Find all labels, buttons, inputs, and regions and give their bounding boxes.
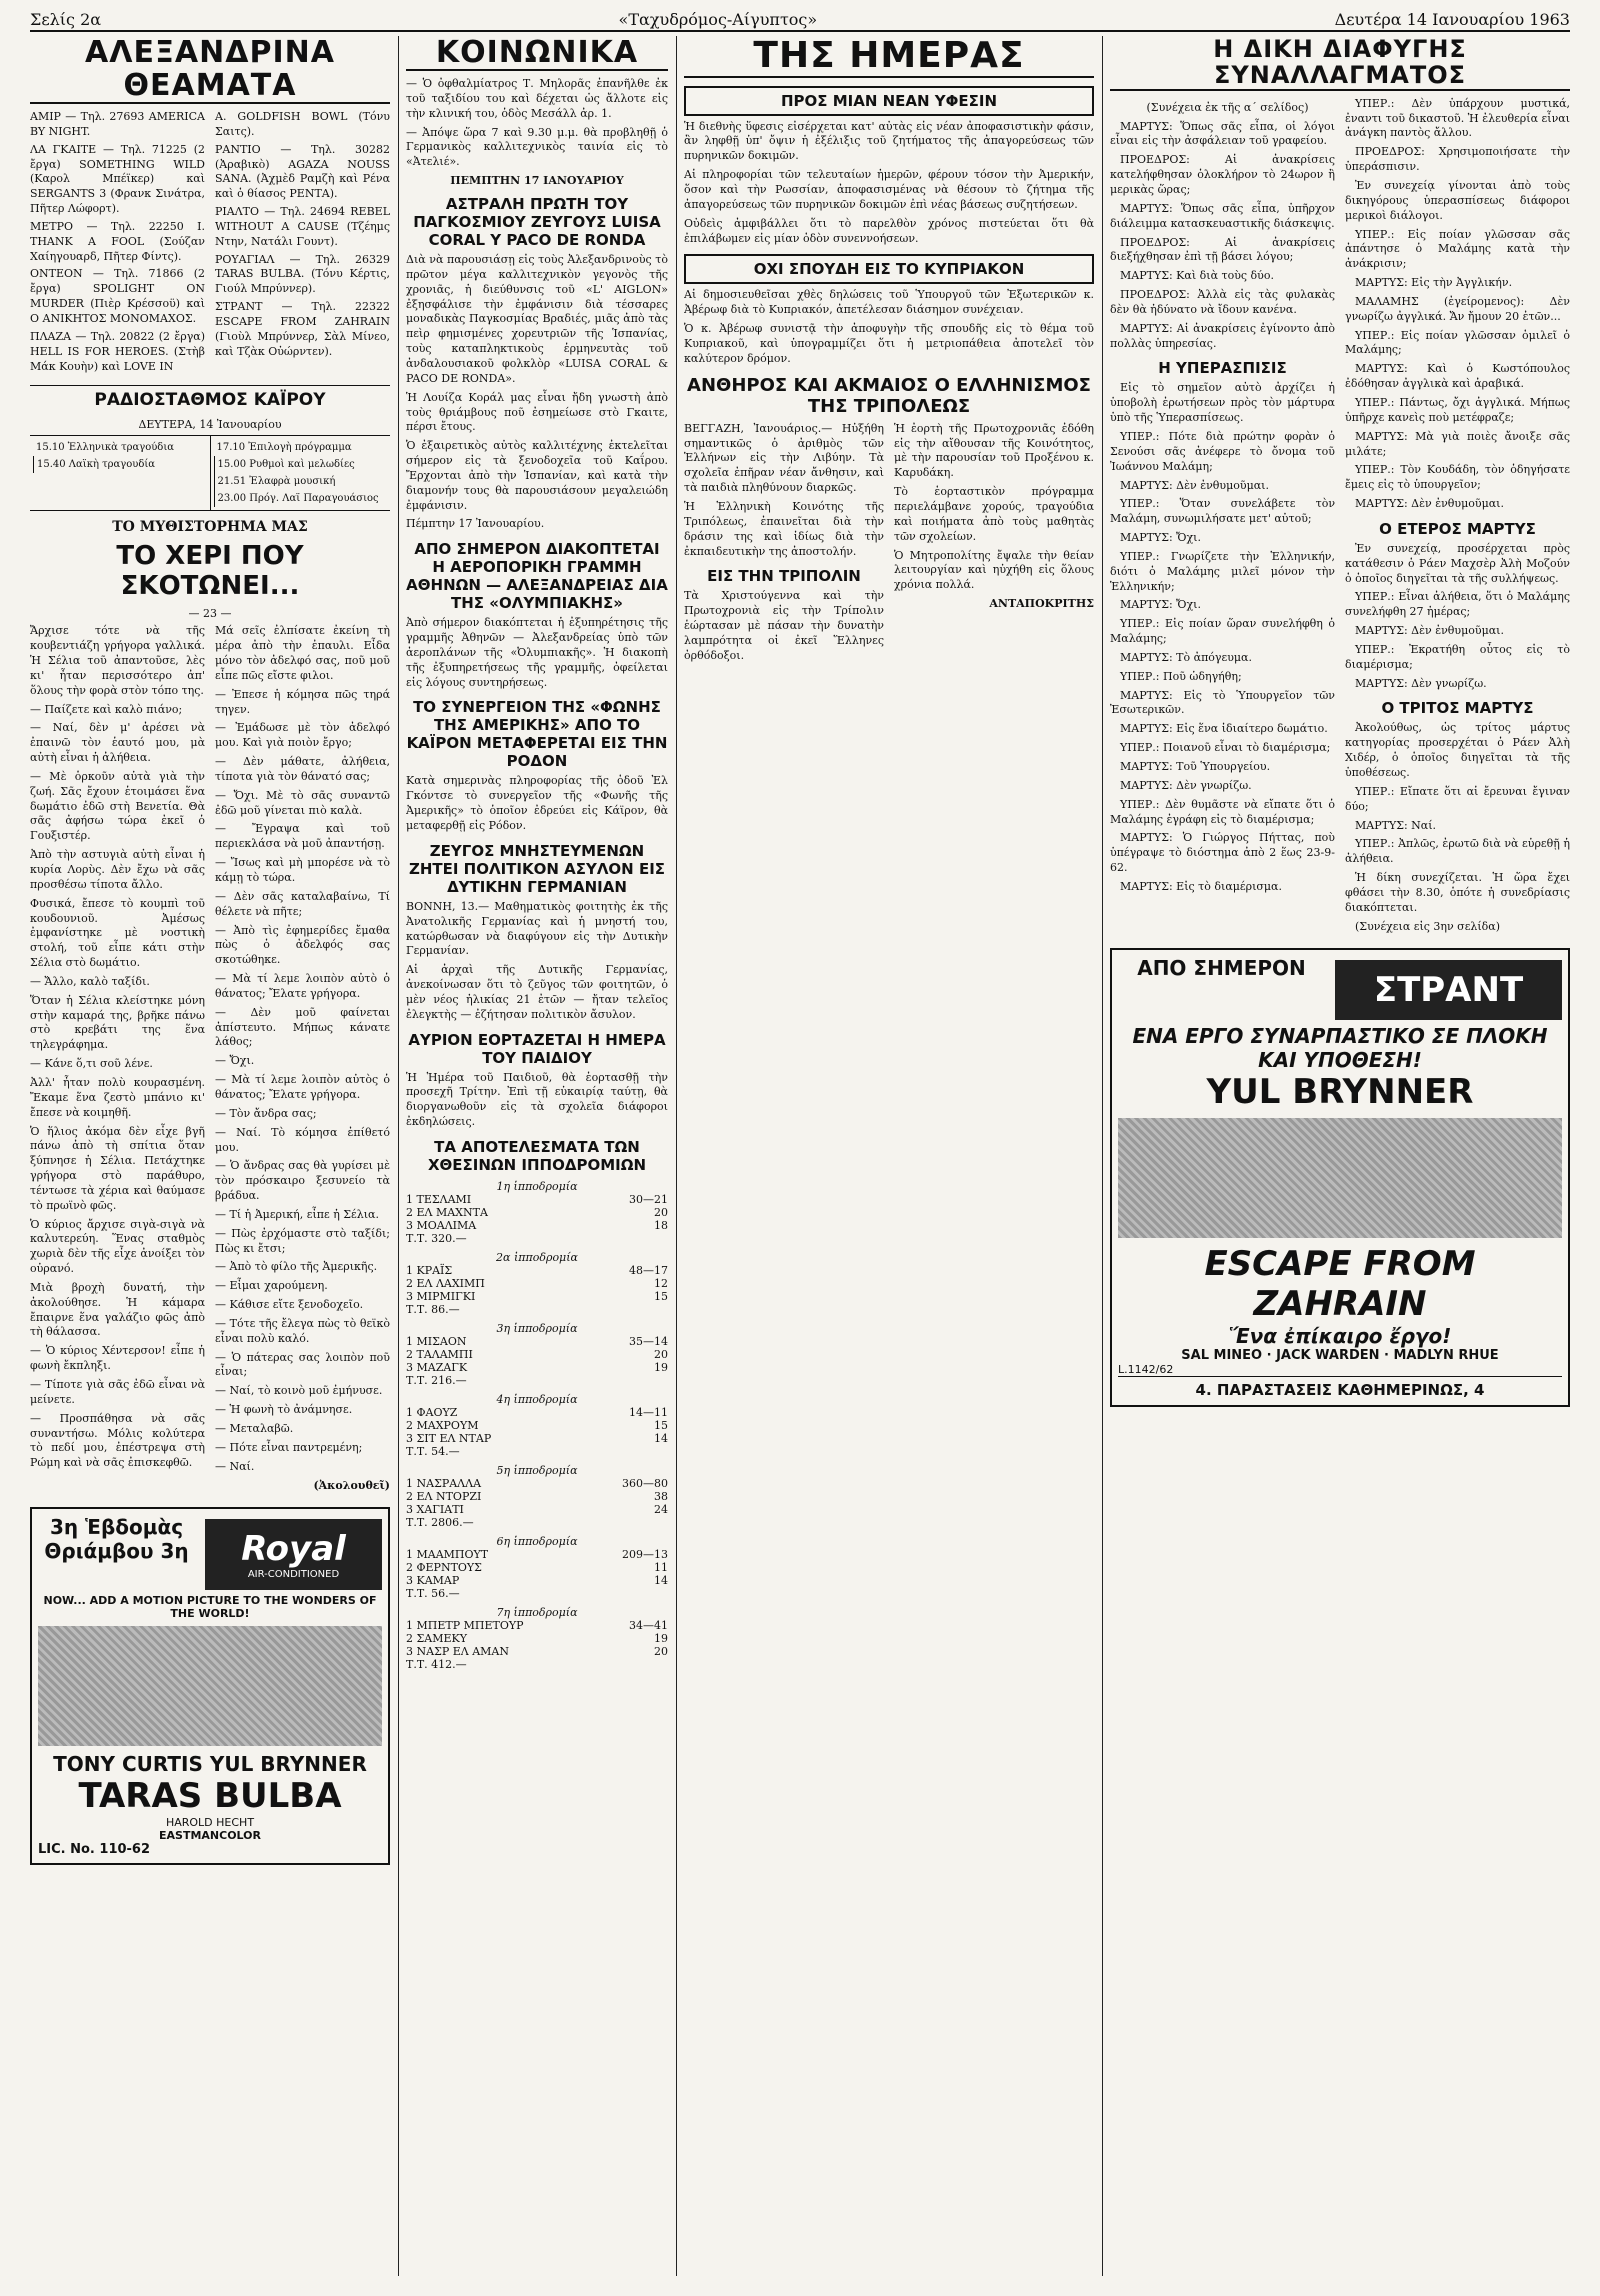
- novel-paragraph: Ἄρχισε τότε νὰ τῆς κουβεντιάζη γρήγορα γαλλικά. Ἡ Σέλια τοῦ ἀπαντοῦσε, λὲς κι' ἦταν περισσότερο ἀπ' ὅλους τὴν φορὰ στὸν τόπο της.: [30, 624, 205, 697]
- royal-ad-stars: TONY CURTIS YUL BRYNNER: [53, 1752, 367, 1777]
- transcript-line: ΥΠΕΡ.: Εἴπατε ὅτι αἱ ἔρευναι ἔγιναν δύο;: [1345, 784, 1570, 813]
- novel-paragraph: — Μεταλαβῶ.: [215, 1422, 294, 1435]
- novel-paragraph: — Ὁ πάτερας σας λοιπὸν ποῦ εἶναι;: [215, 1350, 390, 1379]
- article-paragraph: ΒΟΝΝΗ, 13.— Μαθηματικὸς φοιτητὴς ἐκ τῆς Ἀνατολικῆς Γερμανίας καὶ ἡ μνηστή του, κατώρθωσαν νὰ διαφύγουν εἰς τὴν Δυτικὴν Γερμανίαν.: [406, 899, 668, 958]
- race-result-row: [406, 1348, 668, 1361]
- horse-name: Τ.Τ. 412.—: [406, 1657, 467, 1671]
- novel-paragraph: — Πότε εἶναι παντρεμένη;: [215, 1440, 363, 1454]
- radio-schedule-right: [210, 436, 391, 510]
- headline: ΑΣΤΡΑΛΗ ΠΡΩΤΗ ΤΟΥ ΠΑΓΚΟΣΜΙΟΥ ΖΕΥΓΟΥΣ LUISA CORAL Y PACO DE RONDA: [413, 195, 661, 250]
- horse-odds: 15: [654, 1289, 668, 1303]
- transcript-line: ΜΑΡΤΥΣ: Δὲν γνωρίζω.: [1355, 676, 1487, 690]
- horse-name: 1 ΦΑΟΥΖ: [406, 1405, 458, 1419]
- novel-paragraph: — Ἐμάδωσε μὲ τὸν ἀδελφό μου. Καὶ γιὰ ποιὸν ἔργο;: [215, 721, 390, 750]
- royal-ad-banner: NOW... ADD A MOTION PICTURE TO THE WONDERS OF THE WORLD!: [43, 1594, 377, 1621]
- article-paragraph: Ἡ Ἡμέρα τοῦ Παιδιοῦ, θὰ ἑορτασθῇ τὴν προσεχῆ Τρίτην. Ἐπὶ τῇ εὐκαιρίᾳ ταύτῃ, θὰ διοργανωθοῦν εἰς τὰ σχολεῖα διάφοροι ἐκδηλώσεις.: [406, 1070, 668, 1129]
- horse-name: 1 ΚΡΑΪΣ: [406, 1263, 453, 1277]
- horse-name: 2 ΤΑΛΑΜΠΙ: [406, 1347, 473, 1361]
- race-result-row: [406, 1632, 668, 1645]
- transcript-line: ΜΑΡΤΥΣ: Εἰς τὸ Ὑπουργεῖον τῶν Ἐσωτερικῶν.: [1110, 688, 1335, 717]
- novel-paragraph: — Ναί, τὸ κοινὸ μοῦ ἐμήνυσε.: [215, 1384, 383, 1398]
- transcript-line: ΜΑΡΤΥΣ: Δὲν ἐνθυμοῦμαι.: [1120, 478, 1269, 492]
- headline: ΤΑ ΑΠΟΤΕΛΕΣΜΑΤΑ ΤΩΝ ΧΘΕΣΙΝΩΝ ΙΠΠΟΔΡΟΜΙΩΝ: [427, 1137, 647, 1174]
- newspaper-name: «Ταχυδρόμος-Αίγυπτος»: [618, 9, 818, 29]
- novel-body: [30, 624, 390, 1497]
- race-result-row: [406, 1445, 668, 1458]
- headline: ΖΕΥΓΟΣ ΜΝΗΣΤΕΥΜΕΝΩΝ ΖΗΤΕΙ ΠΟΛΙΤΙΚΟΝ ΑΣΥΛΟΝ ΕΙΣ ΔΥΤΙΚΗΝ ΓΕΡΜΑΝΙΑΝ: [408, 841, 666, 896]
- article-paragraph: ΒΕΓΓΑΖΗ, Ἰανουάριος.— Ηὐξήθη σημαντικῶς ὁ ἀριθμὸς τῶν Ἑλλήνων εἰς τὴν Λιβύην. Τὰ σχολεῖα ἐπῆραν νέαν ἄνθησιν, καὶ τὰ παιδιὰ πληθύνουν διαρκῶς.: [684, 421, 884, 495]
- novel-paragraph: — Ἐπεσε ἡ κόμησα πῶς τηρά τηγεν.: [215, 687, 390, 716]
- novel-text-right: [215, 624, 390, 1497]
- novel-paragraph: — Ναί. Τὸ κόμησα ἐπίθετό μου.: [215, 1125, 390, 1154]
- race-result-row: [406, 1335, 668, 1348]
- novel-paragraph: — Ἀπὸ τὸ φίλο τῆς Ἀμερικῆς.: [215, 1260, 378, 1274]
- masthead: [30, 8, 1570, 32]
- transcript-line: (Συνέχεια εἰς 3ην σελίδα): [1355, 919, 1501, 933]
- horse-odds: 20: [654, 1347, 668, 1361]
- social-note: — Ὁ ὀφθαλμίατρος Τ. Μηλορᾶς ἐπανῆλθε ἐκ τοῦ ταξιδίου του καὶ δέχεται ὡς ἄλλοτε εἰς τὴν κλινική του, ὁδὸς Μεσάλλ ἀρ. 1.: [406, 77, 668, 120]
- transcript-line: ΥΠΕΡ.: Τὸν Κουδάδη, τὸν ὁδηγήσατε ἔμεις εἰς τὸ ὑπουργεῖον;: [1345, 463, 1570, 492]
- headline: ΑΝΘΗΡΟΣ ΚΑΙ ΑΚΜΑΙΟΣ Ο ΕΛΛΗΝΙΣΜΟΣ ΤΗΣ ΤΡΙΠΟΛΕΩΣ: [687, 374, 1091, 418]
- horse-odds: 35—14: [629, 1334, 668, 1348]
- radio-schedule-left: [30, 436, 210, 510]
- radio-slot: 21.51 Ἐλαφρὰ μουσική: [214, 473, 388, 490]
- transcript-line: ΜΑΡΤΥΣ: Ὄχι.: [1120, 598, 1201, 612]
- listing-item: ΑΜΙΡ — Τηλ. 27693 AMERICA BY NIGHT.: [30, 110, 205, 138]
- strand-ad-licence: L.1142/62: [1118, 1363, 1174, 1377]
- horse-odds: 12: [654, 1276, 668, 1290]
- article-paragraph: Διὰ νὰ παρουσιάσῃ εἰς τοὺς Ἀλεξανδρινοὺς τὸ πρῶτον μέγα καλλιτεχνικὸν γεγονὸς τῆς χρονιᾶς, ἡ διεύθυνσις τοῦ «L' AIGLON» ἐξησφάλισε τὴν ἐμφάνισιν διὰ τέσσαρες μοναδικὰς Παγκοσμίας Βραδιές, μιᾶς ἀπὸ τὰς πεὶρ φημισμένες χορευτριῶν τῆς Ἱσπανίας, τοὺς καταπληκτικοὺς ἑρμηνευτὰς τοῦ ἀνδαλουσιακοῦ φολκλὸρ «LUISA CORAL & PACO DE RONDA».: [406, 253, 668, 385]
- race-result-row: [406, 1658, 668, 1671]
- transcript-line: Ἐν συνεχείᾳ, προσέρχεται πρὸς κατάθεσιν ὁ Ράεν Μαχσὲρ Ἀλὴ Μοζούν ὁ ὁποῖος διηγεῖται τὰ τῆς συλλήψεως.: [1345, 541, 1570, 585]
- race-result-row: [406, 1619, 668, 1632]
- listing-item: ΠΛΑΖΑ — Τηλ. 20822 (2 ἔργα) HELL IS FOR HEROES. (Στὴβ Μάκ Κουὴν) καὶ LOVE IN: [30, 329, 205, 373]
- horse-name: 3 ΜΑΖΑΓΚ: [406, 1360, 468, 1374]
- race-result-row: [406, 1432, 668, 1445]
- horse-odds: 15: [654, 1418, 668, 1432]
- headline: ΤΟ ΣΥΝΕΡΓΕΙΟΝ ΤΗΣ «ΦΩΝΗΣ ΤΗΣ ΑΜΕΡΙΚΗΣ» ΑΠΟ ΤΟ ΚΑΪΡΟΝ ΜΕΤΑΦΕΡΕΤΑΙ ΕΙΣ ΤΗΝ ΡΟΔΟΝ: [406, 698, 668, 771]
- race-heading: 4η ἱπποδρομία: [496, 1392, 578, 1406]
- royal-ad-color: EASTMANCOLOR: [159, 1829, 261, 1843]
- article-paragraph: Τὰ Χριστούγεννα καὶ τὴν Πρωτοχρονιὰ εἰς τὴν Τρίπολιν ἑώρτασαν μὲ πάσαν τὴν δυνατὴν λαμπρότητα οἱ ἐκεῖ Ἕλληνες ὀρθόδοξοι.: [684, 589, 884, 662]
- column-rule: [398, 36, 399, 2276]
- horse-odds: 209—13: [622, 1547, 668, 1561]
- transcript-line: ΜΑΡΤΥΣ: Ναί.: [1355, 818, 1437, 832]
- transcript-line: ΥΠΕΡ.: Δὲν ὑπάρχουν μυστικά, ἐναντι τοῦ δικαστοῦ. Ἡ ἐλευθερία εἶναι ἀνάγκη παντὸς ἄλλου.: [1345, 96, 1570, 140]
- strand-cinema-ad: [1110, 948, 1570, 1407]
- novel-paragraph: — Ἴσως καὶ μὴ μπορέσε νὰ τὸ κάμῃ τὸ τώρα.: [215, 856, 390, 884]
- royal-cinema-ad: [30, 1507, 390, 1865]
- transcript-line: Ἐν συνεχείᾳ γίνονται ἀπὸ τοὺς δικηγόρους ὑπερασπίσεως διάφοροι μερικοὶ διάλογοι.: [1345, 179, 1570, 222]
- issue-date: Δευτέρα 14 Ιανουαρίου 1963: [1334, 9, 1570, 29]
- subheading: Ο ΤΡΙΤΟΣ ΜΑΡΤΥΣ: [1381, 699, 1534, 718]
- novel-paragraph: — Δὲν μοῦ φαίνεται ἀπίστευτο. Μήπως κάνατε λάθος;: [215, 1005, 390, 1049]
- radio-slot: 15.10 Ἑλληνικὰ τραγούδια: [36, 442, 175, 454]
- continuation-note: (Συνέχεια ἐκ τῆς α΄ σελίδος): [1146, 100, 1309, 114]
- novel-paragraph: Μιὰ βροχὴ δυνατή, τὴν ἀκολούθησε. Ἡ κάμαρα ἔπαιρνε ἕνα γαλάζιο φῶς ἀπὸ τὴ θάλασσα.: [30, 1280, 205, 1339]
- royal-ad-header: [38, 1515, 382, 1594]
- royal-ad-producer: HAROLD HECHT: [165, 1816, 255, 1830]
- radio-slot: 15.00 Ρυθμοὶ καὶ μελωδίες: [214, 456, 388, 473]
- novel-paragraph: Μά σεῖς ἐλπίσατε ἐκείνη τὴ μέρα ἀπὸ τὴν ἐπαυλι. Εἶδα μόνο τὸν ἀδελφό σας, ποῦ μοῦ εἶπε πῶς εἴστε φιλοι.: [215, 624, 390, 682]
- horse-name: 3 ΧΑΓΙΑΤΙ: [406, 1502, 464, 1516]
- transcript-line: ΥΠΕΡ.: Πάντως, ὄχι ἀγγλικά. Μήπως ὑπῆρχε κανεὶς ποὺ μετέφραζε;: [1345, 395, 1570, 424]
- horse-odds: 18: [654, 1218, 668, 1232]
- headline: ΟΧΙ ΣΠΟΥΔΗ ΕΙΣ ΤΟ ΚΥΠΡΙΑΚΟΝ: [684, 254, 1094, 284]
- horse-odds: 34—41: [629, 1618, 668, 1632]
- novel-paragraph: — Κάνε ὅ,τι σοῦ λένε.: [30, 1057, 153, 1071]
- transcript-line: ΜΑΡΤΥΣ: Καὶ ὁ Κωστόπουλος ἐδόθησαν ἀγγλικὰ καὶ ἀραβικά.: [1345, 362, 1570, 391]
- transcript-line: Ἡ δίκη συνεχίζεται. Ἡ ὥρα ἔχει φθάσει τὴν 8.30, ὁπότε ἡ συνεδρίασις διακόπτεται.: [1345, 871, 1570, 914]
- listing-item: ΟΝΤΕΟΝ — Τηλ. 71866 (2 ἔργα) SPOLIGHT ON MURDER (Πιὲρ Κρέσσοϋ) καὶ Ο ΑΝΙΚΗΤΟΣ ΜΟΝΟΜΑΧΟΣ.: [30, 267, 205, 325]
- novel-kicker: ΤΟ ΜΥΘΙΣΤΟΡΗΜΑ ΜΑΣ: [112, 519, 308, 536]
- strand-ad-cast: SAL MINEO · JACK WARDEN · MADLYN RHUE: [1181, 1348, 1499, 1364]
- novel-paragraph: — Ναί.: [215, 1459, 255, 1473]
- trial-transcript: [1110, 97, 1570, 939]
- transcript-line: ΥΠΕΡ.: Πότε διὰ πρώτην φορὰν ὁ Σενούσι σᾶς ἀνέφερε τὸ ὄνομα τοῦ Ἰωάννου Μαλάμη;: [1110, 429, 1335, 473]
- transcript-col-left: [1110, 97, 1335, 939]
- article-paragraph: Κατὰ σημερινὰς πληροφορίας τῆς ὁδοῦ Ἐλ Γκόντσε τὸ συνεργεῖον τῆς «Φωνῆς τῆς Ἀμερικῆς» τὸ ὁποῖον ἐδρεύει εἰς Κάϊρον, θὰ μεταφερθῇ εἰς Ρόδον.: [406, 774, 668, 832]
- race-result-row: [406, 1264, 668, 1277]
- radio-date: ΔΕΥΤΕΡΑ, 14 Ἰανουαρίου: [138, 418, 282, 432]
- novel-paragraph: — Τὸν ἄνδρα σας;: [215, 1106, 317, 1120]
- novel-paragraph: Φυσικά, ἔπεσε τὸ κουμπὶ τοῦ κουδουνιοῦ. Ἀμέσως ἐμφανίστηκε μὲ νοστικὴ στολή, τοῦ εἶπε κάτι στὴν Σέλια στὸ δωμάτιο.: [30, 896, 205, 970]
- strand-ad-tagline: ΕΝΑ ΕΡΓΟ ΣΥΝΑΡΠΑΣΤΙΚΟ ΣΕ ΠΛΟΚΗ ΚΑΙ ΥΠΟΘΕΣΗ!: [1132, 1024, 1548, 1073]
- novel-paragraph: — Ὄχι.: [215, 1054, 255, 1068]
- strand-ad-star: YUL BRYNNER: [1206, 1072, 1474, 1113]
- race-result-row: [406, 1574, 668, 1587]
- novel-paragraph: — Κάθισε εἴτε ξενοδοχεῖο.: [215, 1298, 364, 1312]
- horse-name: Τ.Τ. 54.—: [406, 1444, 460, 1458]
- novel-paragraph: — Ὄχι. Μὲ τὸ σᾶς συναντῶ ἐδῶ μοῦ γίνεται πιὸ καλὰ.: [215, 788, 390, 817]
- novel-paragraph: — Ὁ ἄνδρας σας θὰ γυρίσει μὲ τὸν πρόσκαιρο ξεσυνείο τὰ βράδυα.: [215, 1159, 390, 1203]
- race-result-row: [406, 1277, 668, 1290]
- transcript-line: ΥΠΕΡ.: Εἶναι ἀλήθεια, ὅτι ὁ Μαλάμης συνελήφθη 27 ἡμέρας;: [1345, 590, 1570, 619]
- novel-paragraph: — Εἶμαι χαρούμενη.: [215, 1279, 328, 1293]
- listing-item: ΣΤΡΑΝΤ — Τηλ. 22322 ESCAPE FROM ZAHRAIN (Γιοὺλ Μπρύννερ, Σὰλ Μίνεο, καὶ Τζὰκ Οὐώρντεν).: [215, 300, 390, 358]
- page-number: Σελίς 2α: [30, 9, 102, 29]
- novel-paragraph: — Μὲ ὁρκοῦν αὐτὰ γιὰ τὴν ζωή. Σᾶς ἔχουν ἑτοιμάσει ἕνα δωμάτιο ἐδῶ στὴ Βενετία. Θὰ σᾶς ἀφήσω τώρα ἐκεῖ ὁ Γουξιστέρ.: [30, 769, 205, 843]
- race-result-row: [406, 1503, 668, 1516]
- date-heading: ΠΕΜΠΤΗΝ 17 ΙΑΝΟΥΑΡΙΟΥ: [450, 174, 624, 188]
- listings-right: [215, 110, 390, 377]
- novel-paragraph: — Ἄλλο, καλὸ ταξίδι.: [30, 974, 150, 988]
- novel-paragraph: Ὁ κύριος ἄρχισε σιγὰ-σιγὰ νὰ καλυτερεύη. Ἕνας σταθμὸς χωριὰ δὲν τῆς εἶχε ἀνοίξει τὸν οὐρανό.: [30, 1217, 205, 1276]
- novel-paragraph: — Μὰ τί λεμε λοιπὸν αὐτὸς ὁ θάνατος; Ἔλατε γρήγορα.: [215, 1073, 390, 1101]
- royal-ad-week: 3η Ἑβδομὰς Θριάμβου 3η: [44, 1515, 189, 1564]
- novel-text-left: [30, 624, 205, 1497]
- horse-name: 2 ΣΑΜΕΚΥ: [406, 1631, 467, 1645]
- novel-paragraph: — Δὲν σᾶς καταλαβαίνω, Τί θέλετε νὰ πῆτε;: [215, 889, 390, 918]
- horse-name: 3 ΜΙΡΜΙΓΚΙ: [406, 1289, 476, 1303]
- race-result-row: [406, 1303, 668, 1316]
- race-result-row: [406, 1477, 668, 1490]
- novel-paragraph: — Πὼς ἐρχόμαστε στὸ ταξίδι; Πὼς κι ἔτσι;: [215, 1226, 390, 1255]
- radio-schedule: [30, 435, 390, 510]
- cinema-listings: [30, 110, 390, 377]
- novel-continued: (Ἀκολουθεῖ): [313, 1478, 390, 1492]
- column-social: [406, 36, 668, 2276]
- article-paragraph: Ὁ Μητροπολίτης ἔψαλε τὴν θείαν λειτουργίαν καὶ ηὐχήθη εἰς ὅλους χρόνια πολλά.: [894, 548, 1094, 592]
- race-result-row: [406, 1645, 668, 1658]
- transcript-line: ΥΠΕΡ.: Δὲν θυμᾶστε νὰ εἴπατε ὅτι ὁ Μαλάμης ἐγράφη εἰς τὸ διαμέρισμα;: [1110, 797, 1335, 826]
- headline: ΑΠΟ ΣΗΜΕΡΟΝ ΔΙΑΚΟΠΤΕΤΑΙ Η ΑΕΡΟΠΟΡΙΚΗ ΓΡΑΜΜΗ ΑΘΗΝΩΝ — ΑΛΕΞΑΝΔΡΕΙΑΣ ΔΙΑ ΤΗΣ «ΟΛΥΜΠΙΑΚΗΣ»: [406, 540, 668, 613]
- horse-name: 1 ΜΑΑΜΠΟΥΤ: [406, 1547, 489, 1561]
- race-heading: 3η ἱπποδρομία: [496, 1321, 578, 1335]
- listing-item: ΡΙΑΛΤΟ — Τηλ. 24694 REBEL WITHOUT A CAUSE (Τζέημς Ντην, Νατάλι Γουντ).: [215, 205, 390, 248]
- race-result-row: [406, 1548, 668, 1561]
- novel-paragraph: Ἀλλ' ἦταν πολὺ κουρασμένη. Ἔκαμε ἕνα ζεστὸ μπάνιο κι' ἔπεσε νὰ κοιμηθῆ.: [30, 1075, 205, 1119]
- listing-item: ΡΟΥΑΓΙΑΛ — Τηλ. 26329 TARAS BULBA. (Τόνυ Κέρτις, Γιούλ Μπρύννερ).: [215, 252, 390, 296]
- race-heading: 5η ἱπποδρομία: [496, 1463, 578, 1477]
- royal-logo-sub: AIR-CONDITIONED: [247, 1569, 340, 1581]
- strand-ad-header: [1118, 956, 1562, 1024]
- race-result-row: [406, 1406, 668, 1419]
- race-heading: 7η ἱπποδρομία: [496, 1605, 578, 1619]
- horse-name: 3 ΚΑΜΑΡ: [406, 1573, 460, 1587]
- radio-slot: 15.40 Λαϊκὴ τραγουδία: [33, 456, 207, 473]
- novel-paragraph: — Τί ἡ Ἀμερική, εἶπε ἡ Σέλια.: [215, 1207, 379, 1221]
- horse-odds: 14—11: [629, 1405, 668, 1419]
- novel-paragraph: Ἀπὸ τὴν αστυγιὰ αὐτὴ εἶναι ἡ κυρία Λορὺς. Δὲν ἔχω νὰ σᾶς προσθέσω τίποτα ἄλλο.: [30, 848, 205, 891]
- transcript-line: ΜΑΡΤΥΣ: Τοῦ Ὑπουργείου.: [1120, 760, 1271, 773]
- novel-paragraph: — Ἡ φωνὴ τὸ ἀνάμνησε.: [215, 1403, 353, 1417]
- headline: ΑΥΡΙΟΝ ΕΟΡΤΑΖΕΤΑΙ Η ΗΜΕΡΑ ΤΟΥ ΠΑΙΔΙΟΥ: [408, 1030, 666, 1067]
- article-paragraph: Αἱ ἀρχαὶ τῆς Δυτικῆς Γερμανίας, ἀνεκοίνωσαν ὅτι τὸ ζεῦγος τῶν φοιτητῶν, ὁ μὲν νέος ἡλικίας 21 ἐτῶν — ἤταν τελεῖος ἐλεγκτὴς — ἐζήτησαν πολιτικὸν ἄσυλον.: [406, 963, 668, 1021]
- novel-paragraph: — Παίζετε καὶ καλὸ πιάνο;: [30, 702, 183, 716]
- strand-ad-logo: ΣΤΡΑΝΤ: [1335, 960, 1562, 1020]
- listing-item: ΜΕΤΡΟ — Τηλ. 22250 I. THANK A FOOL (Σούζαν Χαίηγουαρδ, Πῆτερ Φίντς).: [30, 219, 205, 263]
- horse-name: 2 ΦΕΡΝΤΟΥΣ: [406, 1560, 482, 1574]
- listings-left: [30, 110, 205, 377]
- article-paragraph: Ὁ κ. Ἀβέρωφ συνιστᾷ τὴν ἀποφυγὴν τῆς σπουδῆς εἰς τὸ θέμα τοῦ Κυπριακοῦ, καὶ ὑπογραμμίζει ὅτι ἡ μετριοπάθεια ἀποτελεῖ τὸν καλύτερον δρόμον.: [684, 322, 1094, 365]
- race-result-row: [406, 1374, 668, 1387]
- article-col: [684, 422, 884, 668]
- transcript-line: ΥΠΕΡ.: Ποῦ ὡδηγήθη;: [1120, 669, 1242, 683]
- transcript-line: ΜΑΡΤΥΣ: Δὲν ἐνθυμοῦμαι.: [1355, 624, 1504, 638]
- transcript-line: ΥΠΕΡ.: Ἐκρατήθη οὗτος εἰς τὸ διαμέρισμα;: [1345, 642, 1570, 671]
- horse-odds: 48—17: [629, 1263, 668, 1277]
- transcript-line: ΠΡΟΕΔΡΟΣ: Χρησιμοποιήσατε τὴν ὑπεράσπισιν.: [1345, 145, 1570, 174]
- horse-name: 1 ΝΑΣΡΑΛΛΑ: [406, 1476, 482, 1490]
- royal-ad-logo: [205, 1519, 382, 1590]
- column-entertainment: [30, 36, 390, 2276]
- horse-name: Τ.Τ. 86.—: [406, 1302, 460, 1316]
- column-day: [684, 36, 1094, 2276]
- transcript-line: ΠΡΟΕΔΡΟΣ: Αἱ ἀνακρίσεις διεξήχθησαν ἐπὶ τῇ βάσει λόγου;: [1110, 235, 1335, 264]
- article-paragraph: Ἡ Ἑλληνικὴ Κοινότης τῆς Τριπόλεως, ἐπαινεῖται διὰ τὴν δράσιν της καὶ ἰδίως διὰ τὴν ἐκπαιδευτικὴν της ἀποστολήν.: [684, 499, 884, 558]
- horse-odds: 20: [654, 1644, 668, 1658]
- strand-ad-film: ESCAPE FROM ZAHRAIN: [1204, 1244, 1476, 1325]
- byline: ΑΝΤΑΠΟΚΡΙΤΗΣ: [989, 597, 1094, 611]
- horse-name: 2 ΕΛ ΝΤΟΡΖΙ: [406, 1489, 482, 1503]
- horse-name: Τ.Τ. 2806.—: [406, 1515, 474, 1529]
- horse-name: 2 ΕΛ ΛΑΧΙΜΠ: [406, 1276, 485, 1290]
- novel-paragraph: — Μὰ τί λεμε λοιπὸν αὐτὸ ὁ θάνατος; Ἔλατε γρήγορα.: [215, 972, 390, 1000]
- race-result-row: [406, 1587, 668, 1600]
- royal-logo-text: Royal: [241, 1529, 346, 1570]
- horse-name: Τ.Τ. 216.—: [406, 1373, 467, 1387]
- article-paragraph: Αἱ πληροφορίαι τῶν τελευταίων ἡμερῶν, φέρουν τόσον τὴν Ἀμερικήν, ὅσον καὶ τὴν Ρωσσίαν, ἀποφασισμένας νὰ θέσουν τὸ ζήτημα τῆς ἀπαγορεύσεως τῶν πυρηνικῶν δοκιμῶν ἐπὶ νέας βάσεως συζητήσεων.: [684, 168, 1094, 211]
- section-title-trial: Η ΔΙΚΗ ΔΙΑΦΥΓΗΣ ΣΥΝΑΛΛΑΓΜΑΤΟΣ: [1110, 36, 1570, 91]
- column-rule: [1102, 36, 1103, 2276]
- article-paragraph: Αἱ δημοσιευθεῖσαι χθὲς δηλώσεις τοῦ Ὑπουργοῦ τῶν Ἐξωτερικῶν κ. Ἀβέρωφ διὰ τὸ Κυπριακόν, ἀπετέλεσαν διάσημον συνέχειαν.: [684, 288, 1094, 317]
- horse-name: 2 ΕΛ ΜΑΧΝΤΑ: [406, 1205, 488, 1219]
- transcript-line: ΥΠΕΡ.: Εἰς ποίαν ὥραν συνελήφθη ὁ Μαλάμης;: [1110, 617, 1335, 646]
- article-paragraph: Ἀπὸ σήμερον διακόπτεται ἡ ἐξυπηρέτησις τῆς γραμμῆς Ἀθηνῶν — Ἀλεξανδρείας ὑπὸ τῶν ἀεροπλάνων τῆς «Ὀλυμπιακῆς». Ἡ διακοπὴ τῆς ἐξυπηρετήσεως τῆς γραμμῆς, ὀφείλεται εἰς λόγους συντηρήσεως.: [406, 616, 668, 689]
- section-title-day: ΤΗΣ ΗΜΕΡΑΣ: [684, 36, 1094, 78]
- horse-name: 1 ΜΙΣΑΟΝ: [406, 1334, 467, 1348]
- horse-odds: 14: [654, 1573, 668, 1587]
- horse-odds: 11: [654, 1560, 668, 1574]
- transcript-line: ΥΠΕΡ.: Ὅταν συνελάβετε τὸν Μαλάμη, συνωμιλήσατε μετ' αὐτοῦ;: [1110, 497, 1335, 526]
- novel-paragraph: — Προσπάθησα νὰ σᾶς συναντήσω. Μόλις κολύτερα τὸ πεδί μου, ἐπέστρεψα στὴ Ρώμη καὶ νὰ σᾶς ἐπισκεφθῶ.: [30, 1411, 205, 1470]
- race-results: [406, 1180, 668, 1671]
- transcript-line: ΜΑΡΤΥΣ: Δὲν ἐνθυμοῦμαι.: [1355, 497, 1504, 511]
- article-paragraph: Ἡ διεθνὴς ὕφεσις εἰσέρχεται κατ' αὐτὰς εἰς νέαν ἀποφασιστικὴν φάσιν, ἂν ληφθῇ ὑπ' ὄψιν ἡ ἐξέλιξις τοῦ ζητήματος τῆς ἀπαγορεύσεως τῶν πυρηνικῶν δοκιμῶν.: [684, 119, 1094, 163]
- race-heading: 1η ἱπποδρομία: [496, 1179, 578, 1193]
- race-result-row: [406, 1219, 668, 1232]
- transcript-line: ΜΑΡΤΥΣ: Ὄχι.: [1120, 531, 1201, 545]
- radio-slot: 17.10 Ἐπιλογὴ πρόγραμμα: [216, 442, 352, 454]
- transcript-line: ΜΑΡΤΥΣ: Καὶ διὰ τοὺς δύο.: [1120, 269, 1274, 283]
- transcript-line: ΜΑΡΤΥΣ: Ὅπως σᾶς εἶπα, οἱ λόγοι εἶναι εἰς τὴν ἀσφάλειαν τοῦ γραφείου.: [1110, 119, 1335, 148]
- article-body: [684, 422, 1094, 668]
- section-title-theatres: ΑΛΕΞΑΝΔΡΙΝΑ ΘΕΑΜΑΤΑ: [30, 36, 390, 104]
- horse-odds: 19: [654, 1631, 668, 1645]
- column-trial: [1110, 36, 1570, 2276]
- section-title-social: ΚΟΙΝΩΝΙΚΑ: [406, 36, 668, 71]
- transcript-line: ΜΑΡΤΥΣ: Δὲν γνωρίζω.: [1120, 778, 1252, 792]
- article-paragraph: Ὁ ἐξαιρετικὸς αὐτὸς καλλιτέχνης ἐκτελεῖται σήμερον εἰς τὰ ξενοδοχεῖα τοῦ Καΐρου. Ἔρχονται ἀπὸ τὴν Ἱσπανίαν, καὶ κατὰ τὴν διαμονήν τους θὰ παρουσιάσουν μεγαλειώδη ἐμφάνισιν.: [406, 439, 668, 512]
- race-result-row: [406, 1290, 668, 1303]
- article-paragraph: Ἡ ἐορτὴ τῆς Πρωτοχρονιᾶς ἐδόθη εἰς τὴν αἴθουσαν τῆς Κοινότητος, μὲ τὴν παρουσίαν τοῦ Προξένου κ. Καρυδάκη.: [894, 421, 1094, 480]
- horse-name: 1 ΤΕΣΛΑΜΙ: [406, 1192, 472, 1206]
- listing-item: A. GOLDFISH BOWL (Τόνυ Σαιτς).: [215, 110, 390, 138]
- strand-ad-top: ΑΠΟ ΣΗΜΕΡΟΝ: [1137, 956, 1306, 981]
- horse-name: 3 ΝΑΣΡ ΕΛ ΑΜΑΝ: [406, 1644, 509, 1658]
- horse-odds: 30—21: [629, 1192, 668, 1206]
- race-result-row: [406, 1206, 668, 1219]
- novel-paragraph: — Δὲν μάθατε, ἀλήθεια, τίποτα γιὰ τὸν θάνατό σας;: [215, 755, 390, 783]
- race-result-row: [406, 1419, 668, 1432]
- transcript-line: ΜΑΡΤΥΣ: Τὸ ἀπόγευμα.: [1120, 650, 1252, 664]
- race-result-row: [406, 1516, 668, 1529]
- novel-paragraph: — Τότε τῆς ἔλεγα πὼς τὸ θεϊκὸ εἶναι πολὺ καλό.: [215, 1316, 390, 1345]
- film-still-image: [38, 1626, 382, 1746]
- novel-paragraph: — Ἀπὸ τὶς ἐφημερίδες ἔμαθα πὼς ὁ ἀδελφός σας σκοτώθηκε.: [215, 923, 390, 967]
- transcript-line: ΜΑΡΤΥΣ: Εἰς τὸ διαμέρισμα.: [1120, 879, 1282, 893]
- race-result-row: [406, 1193, 668, 1206]
- transcript-line: ΜΑΡΤΥΣ: Αἱ ἀνακρίσεις ἐγίνοντο ἀπὸ πολλὰς ὑπηρεσίας.: [1110, 321, 1335, 350]
- listing-item: ΡΑΝΤΙΟ — Τηλ. 30282 (Ἀραβικὸ) AGAZA NOUSS SANA. (Ἀχμὲδ Ραμζὴ καὶ Ρένα καὶ ὁ θίασος ΡΕΝΤΑ).: [215, 142, 390, 201]
- article-paragraph: Οὐδεὶς ἀμφιβάλλει ὅτι τὸ παρελθὸν χρόνος πιστεύεται ὅτι θὰ ἐπιλάβωμεν εἰς μίαν ὁδὸν συνεννοήσεων.: [684, 216, 1094, 245]
- horse-name: 3 ΣΙΤ ΕΛ ΝΤΑΡ: [406, 1431, 492, 1445]
- novel-paragraph: — Τίποτε γιὰ σᾶς ἐδῶ εἶναι νὰ μείνετε.: [30, 1378, 205, 1406]
- transcript-line: ΠΡΟΕΔΡΟΣ: Ἀλλὰ εἰς τὰς φυλακὰς δὲν θὰ ἠδύνατο νὰ ἴδουν κανένα.: [1110, 288, 1335, 316]
- horse-name: Τ.Τ. 56.—: [406, 1586, 460, 1600]
- transcript-col-right: [1345, 97, 1570, 939]
- horse-name: Τ.Τ. 320.—: [406, 1231, 467, 1245]
- novel-paragraph: — Ἔγραψα καὶ τοῦ περιεκλάσα νὰ μοῦ ἀπαντήσῃ.: [215, 822, 390, 851]
- race-result-row: [406, 1361, 668, 1374]
- transcript-line: ΥΠΕΡ.: Εἰς ποίαν γλῶσσαν σᾶς ἀπάντησε ὁ Μαλάμης κατὰ τὴν ἀνάκρισιν;: [1345, 227, 1570, 271]
- transcript-line: ΥΠΕΡ.: Ποιανοῦ εἶναι τὸ διαμέρισμα;: [1120, 741, 1331, 755]
- royal-ad-licence: LIC. No. 110-62: [38, 1842, 151, 1858]
- novel-part: — 23 —: [188, 607, 232, 621]
- article-paragraph: Πέμπτην 17 Ἰανουαρίου.: [406, 517, 545, 531]
- transcript-line: ΥΠΕΡ.: Γνωρίζετε τὴν Ἑλληνικήν, διότι ὁ Μαλάμης μιλεῖ μόνον τὴν Ἑλληνικήν;: [1110, 549, 1335, 593]
- radio-title: ΡΑΔΙΟΣΤΑΘΜΟΣ ΚΑΪΡΟΥ: [94, 390, 326, 411]
- transcript-line: Εἰς τὸ σημεῖον αὐτὸ ἀρχίζει ἡ ὑποβολὴ ἐρωτήσεων πρὸς τὸν μάρτυρα ὑπὸ τῆς Ὑπερασπίσεως.: [1110, 381, 1335, 425]
- subheading: Ο ΕΤΕΡΟΣ ΜΑΡΤΥΣ: [1379, 519, 1536, 538]
- radio-slot: 23.00 Πρόγ. Λαϊ Παραγουάσιος: [214, 490, 388, 507]
- horse-odds: 14: [654, 1431, 668, 1445]
- subheading: Η ΥΠΕΡΑΣΠΙΣΙΣ: [1158, 359, 1287, 378]
- listing-item: ΛΑ ΓΚΑΙΤΕ — Τηλ. 71225 (2 ἔργα) SOMETHING WILD (Καρολ Μπέϊκερ) καὶ SERGANTS 3 (Φρανκ Σινάτρα, Πῆτερ Λώφορτ).: [30, 142, 205, 216]
- horse-name: 2 ΜΑΧΡΟΥΜ: [406, 1418, 479, 1432]
- film-still-image: [1118, 1118, 1562, 1238]
- race-result-row: [406, 1232, 668, 1245]
- race-heading: 2α ἱπποδρομία: [496, 1250, 578, 1264]
- horse-odds: 24: [654, 1502, 668, 1516]
- horse-name: 3 ΜΟΑΛΙΜΑ: [406, 1218, 477, 1232]
- radio-programme: [30, 385, 390, 511]
- horse-odds: 20: [654, 1205, 668, 1219]
- race-result-row: [406, 1561, 668, 1574]
- horse-odds: 19: [654, 1360, 668, 1374]
- transcript-line: ΠΡΟΕΔΡΟΣ: Αἱ ἀνακρίσεις κατελήφθησαν ὁλοκλήρον τὸ 24ωρον ἢ μερικὰς ὥρας;: [1110, 153, 1335, 196]
- novel-title: ΤΟ ΧΕΡΙ ΠΟΥ ΣΚΟΤΩΝΕΙ...: [116, 541, 304, 602]
- transcript-line: ΜΑΡΤΥΣ: Εἰς τὴν Ἀγγλικήν.: [1355, 276, 1513, 290]
- transcript-line: ΜΑΡΤΥΣ: Ὁ Γιώργος Πήττας, ποὺ ὑπέγραψε τὸ διόστημα ἀπὸ 2 ἕως 23-9-62.: [1110, 831, 1335, 875]
- race-heading: 6η ἱπποδρομία: [496, 1534, 578, 1548]
- novel-paragraph: — Ὁ κύριος Χέντερσον! εἶπε ἡ φωνὴ ἔκπληξι.: [30, 1344, 205, 1373]
- royal-ad-film: TARAS BULBA: [78, 1776, 342, 1817]
- social-note: — Ἀπόψε ὥρα 7 καὶ 9.30 μ.μ. θὰ προβληθῇ ὁ Γερμανικὸς καλλιτεχνικὸς ταινία εἰς τὸ «Ἀτελιέ».: [406, 125, 668, 169]
- novel-paragraph: — Ναί, δὲν μ' ἀρέσει νὰ ἐπαινῶ τὸν ἑαυτό μου, μὰ αὐτὴ εἶναι ἡ ἀλήθεια.: [30, 721, 205, 765]
- race-result-row: [406, 1490, 668, 1503]
- headline: ΠΡΟΣ ΜΙΑΝ ΝΕΑΝ ΥΦΕΣΙΝ: [684, 86, 1094, 116]
- article-paragraph: Τὸ ἑορταστικὸν πρόγραμμα περιελάμβανε χορούς, τραγούδια καὶ ποιήματα ἀπὸ τοὺς μαθητὰς τῶν σχολείων.: [894, 485, 1094, 543]
- transcript-line: ΥΠΕΡ.: Εἰς ποίαν γλῶσσαν ὁμιλεῖ ὁ Μαλάμης;: [1345, 328, 1570, 357]
- headline: ΕΙΣ ΤΗΝ ΤΡΙΠΟΛΙΝ: [707, 567, 861, 586]
- horse-odds: 360—80: [622, 1476, 668, 1490]
- novel-paragraph: Ὁ ἥλιος ἀκόμα δὲν εἶχε βγῆ πάνω ἀπὸ τὴ σπίτια ὅταν ξύπνησε ἡ Σέλια. Πετάχτηκε γρήγορα στὸ παράθυρο, τέντωσε τὰ χέρια καὶ θαύμασε τὸ πρωϊνὸ φῶς.: [30, 1124, 205, 1212]
- column-rule: [676, 36, 677, 2276]
- transcript-line: ΜΑΡΤΥΣ: Μὰ γιὰ ποιὲς ἄνοιξε σᾶς μιλάτε;: [1345, 429, 1570, 458]
- article-col: [894, 422, 1094, 668]
- transcript-line: ΥΠΕΡ.: Ἀπλῶς, ἐρωτῶ διὰ νὰ εὑρεθῇ ἡ ἀλήθεια.: [1345, 837, 1570, 866]
- article-paragraph: Ἡ Λουίζα Κοράλ μας εἶναι ἤδη γνωστὴ ἀπὸ τοὺς θριάμβους ποῦ ἐσημείωσε στὸ Γκαιτε, πέρσι ἔτους.: [406, 390, 668, 434]
- strand-ad-slogan: Ἕνα ἐπίκαιρο ἔργο!: [1228, 1324, 1452, 1349]
- novel-paragraph: Ὅταν ἡ Σέλια κλείστηκε μόνη στὴν καμαρά της, βρῆκε πάνω στὸ κρεβάτι της ἕνα τηλεγράφημα.: [30, 993, 205, 1052]
- transcript-line: ΜΑΡΤΥΣ: Ὅπως σᾶς εἶπα, ὑπῆρχον διάλειμμα κατασκευαστικῆς διάσκεψις.: [1110, 201, 1335, 230]
- transcript-line: ΜΑΛΑΜΗΣ (ἐγείρομενος): Δὲν γνωρίζω ἀγγλικά. Ἄν ἤμουν 20 ἐτῶν...: [1345, 294, 1570, 323]
- horse-name: 1 ΜΠΕΤΡ ΜΠΕΤΟΥΡ: [406, 1618, 524, 1632]
- transcript-line: Ἀκολούθως, ὡς τρίτος μάρτυς κατηγορίας προσερχέται ὁ Ράεν Ἀλὴ Χιδέρ, ὁ ὁποῖος διηγεῖται τὰ τῆς ὑποθέσεως.: [1345, 721, 1570, 779]
- horse-odds: 38: [654, 1489, 668, 1503]
- transcript-line: ΜΑΡΤΥΣ: Εἰς ἕνα ἰδιαίτερο δωμάτιο.: [1120, 722, 1328, 736]
- strand-ad-footer: 4. ΠΑΡΑΣΤΑΣΕΙΣ ΚΑΘΗΜΕΡΙΝΩΣ, 4: [1118, 1376, 1562, 1399]
